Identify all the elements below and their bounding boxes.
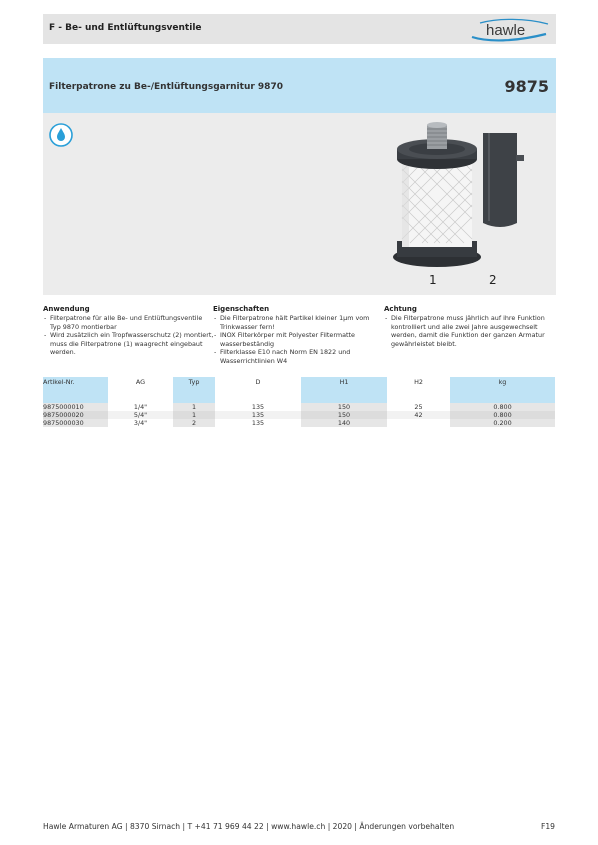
table-row: [43, 419, 555, 427]
product-banner: [43, 58, 556, 113]
spec-table: [43, 377, 555, 427]
table-cell: 150: [301, 403, 387, 411]
table-cell: 140: [301, 419, 387, 427]
achtung-section: [384, 305, 556, 348]
list-item: - INOX Filterkörper mit Polyester Filtermatte wasserbeständig: [213, 331, 385, 348]
column-header: H2: [387, 377, 450, 403]
section-title: F - Be- und Entlüftungsventile: [49, 23, 202, 33]
list-item: - Filterklasse E10 nach Norm EN 1822 und Wasserrichtlinien W4: [213, 348, 385, 365]
achtung-heading: Achtung: [384, 305, 417, 313]
table-cell: [387, 419, 450, 427]
product-number: 9875: [504, 77, 549, 96]
column-header: kg: [450, 377, 555, 403]
list-item: - Die Filterpatrone hält Partikel kleiner 1µm vom Trinkwasser fern!: [213, 314, 385, 331]
column-header: H1: [301, 377, 387, 403]
table-header-row: [43, 377, 555, 403]
list-item: - Die Filterpatrone muss jährlich auf ihre Funktion kontrolliert und alle zwei Jahre ausgewechselt werden, damit die Funktion der ganzen Armatur gewährleistet bleibt.: [384, 314, 556, 348]
hawle-wave-logo-icon: [468, 15, 552, 43]
list-item: - Filterpatrone für alle Be- und Entlüftungsventile Typ 9870 montierbar: [43, 314, 215, 331]
table-cell: 25: [414, 403, 423, 411]
table-cell: 0.800: [450, 411, 555, 419]
table-cell: 5/4": [108, 411, 173, 419]
anwendung-section: [43, 305, 215, 357]
table-cell: 9875000010: [43, 403, 108, 411]
product-title: Filterpatrone zu Be-/Entlüftungsgarnitur 9870: [49, 82, 283, 92]
table-row: [43, 403, 555, 411]
table-cell: 9875000020: [43, 411, 108, 419]
column-header: Artikel-Nr.: [43, 377, 108, 403]
column-header: Typ: [173, 377, 215, 403]
table-cell: 42: [387, 411, 450, 419]
table-cell: 135: [251, 403, 265, 411]
table-cell: 135: [251, 419, 265, 427]
filter-cartridge-image: [385, 119, 531, 269]
callout-drip-guard: 2: [489, 273, 497, 287]
page-number: F19: [540, 822, 555, 831]
table-cell: 135: [215, 411, 301, 419]
table-cell: 1/4": [133, 403, 148, 411]
table-cell: 1: [173, 411, 215, 419]
table-cell: 0.200: [450, 419, 555, 427]
product-image-panel: [43, 113, 556, 295]
column-header: D: [215, 377, 301, 403]
eigenschaften-section: [213, 305, 385, 365]
table-cell: 0.800: [450, 403, 555, 411]
callout-filter-cartridge: 1: [429, 273, 437, 287]
section-header: [43, 14, 556, 44]
table-row: [43, 411, 555, 419]
eigenschaften-heading: Eigenschaften: [213, 305, 270, 313]
table-cell: 9875000030: [43, 419, 108, 427]
table-cell: 3/4": [133, 419, 148, 427]
table-cell: 2: [173, 419, 215, 427]
table-cell: 1: [173, 403, 215, 411]
anwendung-heading: Anwendung: [43, 305, 90, 313]
footer-company-info: Hawle Armaturen AG | 8370 Sirnach | T +41 71 969 44 22 | www.hawle.ch | 2020 | Änderungen vorbehalten: [43, 822, 455, 831]
water-drop-icon: [49, 123, 73, 147]
list-item: - Wird zusätzlich ein Tropfwasserschutz (2) montiert, muss die Filterpatrone (1) waagrecht eingebaut werden.: [43, 331, 215, 356]
table-cell: 150: [301, 411, 387, 419]
logo-text: hawle: [486, 22, 526, 39]
column-header: AG: [108, 377, 173, 403]
